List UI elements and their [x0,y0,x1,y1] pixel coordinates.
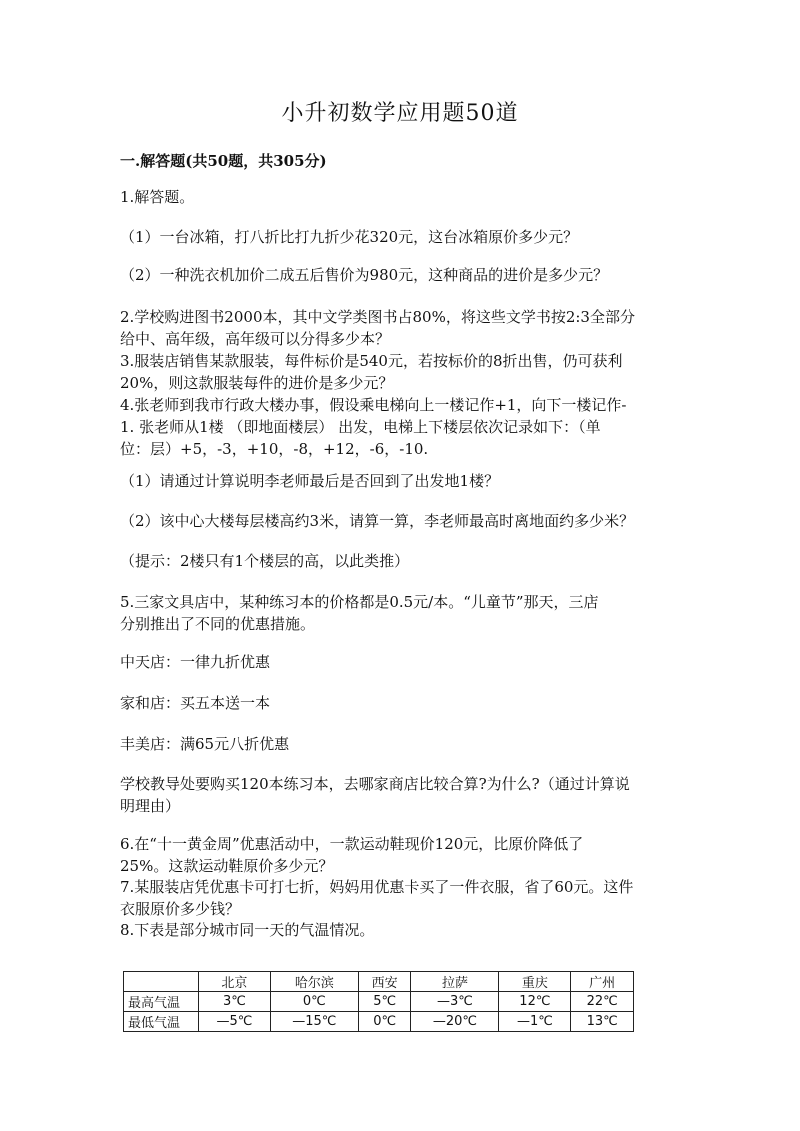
table-header-cell: 重庆 [499,972,571,992]
table-cell: 22℃ [571,992,634,1012]
question-5: 5.三家文具店中，某种练习本的价格都是0.5元/本。“儿童节”那天，三店 分别推出了不同的优惠措施。 [120,593,599,633]
question-4-hint: （提示：2楼只有1个楼层的高，以此类推） [120,552,410,570]
question-2: 2.学校购进图书2000本，其中文学类图书占80%，将这些文学书按2:3全部分 给中、高年级，高年级可以分得多少本？ [120,308,635,348]
question-4-part-2: （2）该中心大楼每层楼高约3米，请算一算，李老师最高时离地面约多少米？ [120,512,635,530]
question-1-part-2: （2）一种洗衣机加价二成五后售价为980元，这种商品的进价是多少元？ [120,266,609,284]
question-5-store-2: 家和店：买五本送一本 [120,694,271,712]
table-cell: —5℃ [199,1012,271,1032]
question-5-store-1: 中天店：一律九折优惠 [120,653,271,671]
table-header-cell: 哈尔滨 [270,972,358,992]
question-1-intro: 1.解答题。 [120,188,195,206]
table-cell: —1℃ [499,1012,571,1032]
question-3: 3.服装店销售某款服装，每件标价是540元，若按标价的8折出售，仍可获利 20%，则这款服装每件的进价是多少元？ [120,352,623,392]
table-header-cell: 西安 [358,972,411,992]
table-cell: 0℃ [270,992,358,1012]
table-header-cell [124,972,199,992]
table-cell: 12℃ [499,992,571,1012]
question-5-ask: 学校教导处要购买120本练习本，去哪家商店比较合算?为什么?（通过计算说 明理由） [120,775,630,815]
table-header-cell: 拉萨 [411,972,499,992]
table-row [124,992,634,1012]
table-cell: —3℃ [411,992,499,1012]
question-6: 6.在“十一黄金周”优惠活动中，一款运动鞋现价120元，比原价降低了 25%。这款运动鞋原价多少元？ [120,835,584,875]
table-row [124,1012,634,1032]
table-cell: 0℃ [358,1012,411,1032]
table-cell: —20℃ [411,1012,499,1032]
table-cell: —15℃ [270,1012,358,1032]
table-header-row [124,972,634,992]
table-row-label: 最高气温 [124,992,199,1012]
question-8: 8.下表是部分城市同一天的气温情况。 [120,921,375,939]
table-header-cell: 北京 [199,972,271,992]
question-7: 7.某服装店凭优惠卡可打七折，妈妈用优惠卡买了一件衣服，省了60元。这件 衣服原价多少钱？ [120,878,634,918]
page-title: 小升初数学应用题50道 [281,101,519,126]
question-4-part-1: （1）请通过计算说明李老师最后是否回到了出发地1楼？ [120,472,500,490]
table-cell: 13℃ [571,1012,634,1032]
temperature-table [123,971,634,1032]
table-cell: 5℃ [358,992,411,1012]
table-header-cell: 广州 [571,972,634,992]
table-cell: 3℃ [199,992,271,1012]
question-5-store-3: 丰美店：满65元八折优惠 [120,735,290,753]
section-heading: 一.解答题(共50题，共305分) [120,152,327,170]
question-4: 4.张老师到我市行政大楼办事，假设乘电梯向上一楼记作+1，向下一楼记作- 1. 张老师从1楼 （即地面楼层） 出发，电梯上下楼层依次记录如下：（单 位：层）+5，-3，+10，-8，+12，-6，-10. [120,396,627,458]
question-1-part-1: （1）一台冰箱，打八折比打九折少花320元，这台冰箱原价多少元？ [120,228,579,246]
table-row-label: 最低气温 [124,1012,199,1032]
